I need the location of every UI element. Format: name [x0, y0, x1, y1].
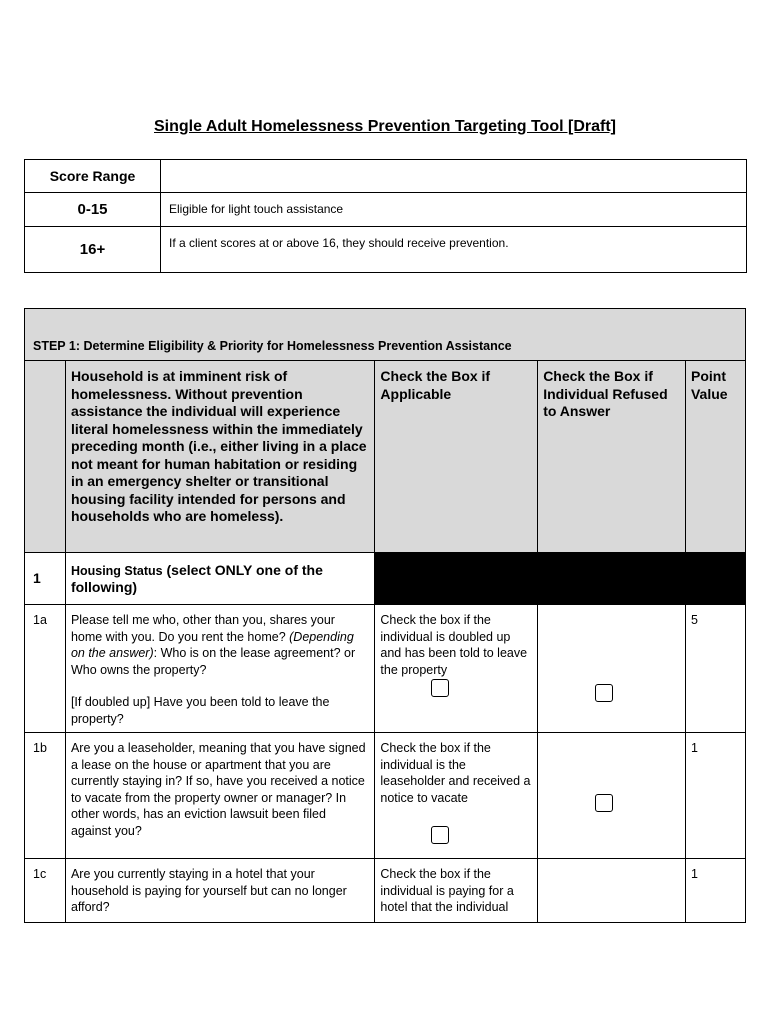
- section-title-rest: (select ONLY one of the following): [70, 561, 323, 595]
- item-check-text: Check the box if the individual is paying for a hotel that the individual: [380, 867, 514, 914]
- header-refused: Check the Box if Individual Refused to Answer: [538, 361, 686, 553]
- item-points: 5: [685, 605, 745, 733]
- score-range-value: 0-15: [25, 193, 161, 227]
- item-id: 1b: [25, 733, 66, 859]
- section-title: [65, 553, 374, 605]
- item-refused-cell: [538, 733, 686, 859]
- item-points: 1: [685, 733, 745, 859]
- item-points: 1: [685, 859, 745, 923]
- section-number: 1: [25, 553, 66, 605]
- score-range-description: If a client scores at or above 16, they should receive prevention.: [161, 227, 747, 273]
- refused-checkbox[interactable]: [595, 684, 613, 702]
- item-check-cell: [375, 859, 538, 923]
- item-check-cell: [375, 733, 538, 859]
- score-range-header: Score Range: [25, 160, 161, 193]
- score-range-table: [24, 159, 747, 273]
- header-number-cell: [25, 361, 66, 553]
- score-range-header-empty: [161, 160, 747, 193]
- item-id: 1a: [25, 605, 66, 733]
- item-id: 1c: [25, 859, 66, 923]
- item-question: Are you currently staying in a hotel that your household is paying for yourself but can no longer afford?: [65, 859, 374, 923]
- section-blackout: [375, 553, 746, 605]
- item-check-text: Check the box if the individual is the leaseholder and received a notice to vacate: [380, 741, 531, 805]
- item-refused-cell: [538, 859, 686, 923]
- applicable-checkbox[interactable]: [431, 679, 449, 697]
- item-check-text: Check the box if the individual is doubled up and has been told to leave the property: [380, 613, 528, 677]
- item-question-text: Please tell me who, other than you, shares your home with you. Do you rent the home? (Depending on the answer): Who is on the lease agreement? or Who owns the property?: [70, 613, 356, 677]
- header-point-value: Point Value: [685, 361, 745, 553]
- header-check-applicable: Check the Box if Applicable: [375, 361, 538, 553]
- item-check-cell: [375, 605, 538, 733]
- score-range-value: 16+: [25, 227, 161, 273]
- step1-table: [24, 308, 746, 923]
- document-title: Single Adult Homelessness Prevention Targeting Tool [Draft]: [154, 118, 616, 135]
- item-question: [65, 605, 374, 733]
- section-title-small: Housing Status: [70, 563, 163, 578]
- refused-checkbox[interactable]: [595, 794, 613, 812]
- item-question: Are you a leaseholder, meaning that you have signed a lease on the house or apartment that you are currently staying in? If so, have you received a notice to vacate from the property owner or manager? In other words, has an eviction lawsuit been filed against you?: [65, 733, 374, 859]
- item-refused-cell: [538, 605, 686, 733]
- score-range-description: Eligible for light touch assistance: [161, 193, 747, 227]
- header-question: Household is at imminent risk of homelessness. Without prevention assistance the individual will experience literal homelessness within the immediately preceding month (i.e., either living in a place not meant for human habitation or residing in an emergency shelter or transitional housing facility intended for persons and households who are homeless).: [65, 361, 374, 553]
- item-question-followup: [If doubled up] Have you been told to leave the property?: [70, 695, 330, 726]
- applicable-checkbox[interactable]: [431, 826, 449, 844]
- step1-heading: STEP 1: Determine Eligibility & Priority for Homelessness Prevention Assistance: [25, 309, 746, 361]
